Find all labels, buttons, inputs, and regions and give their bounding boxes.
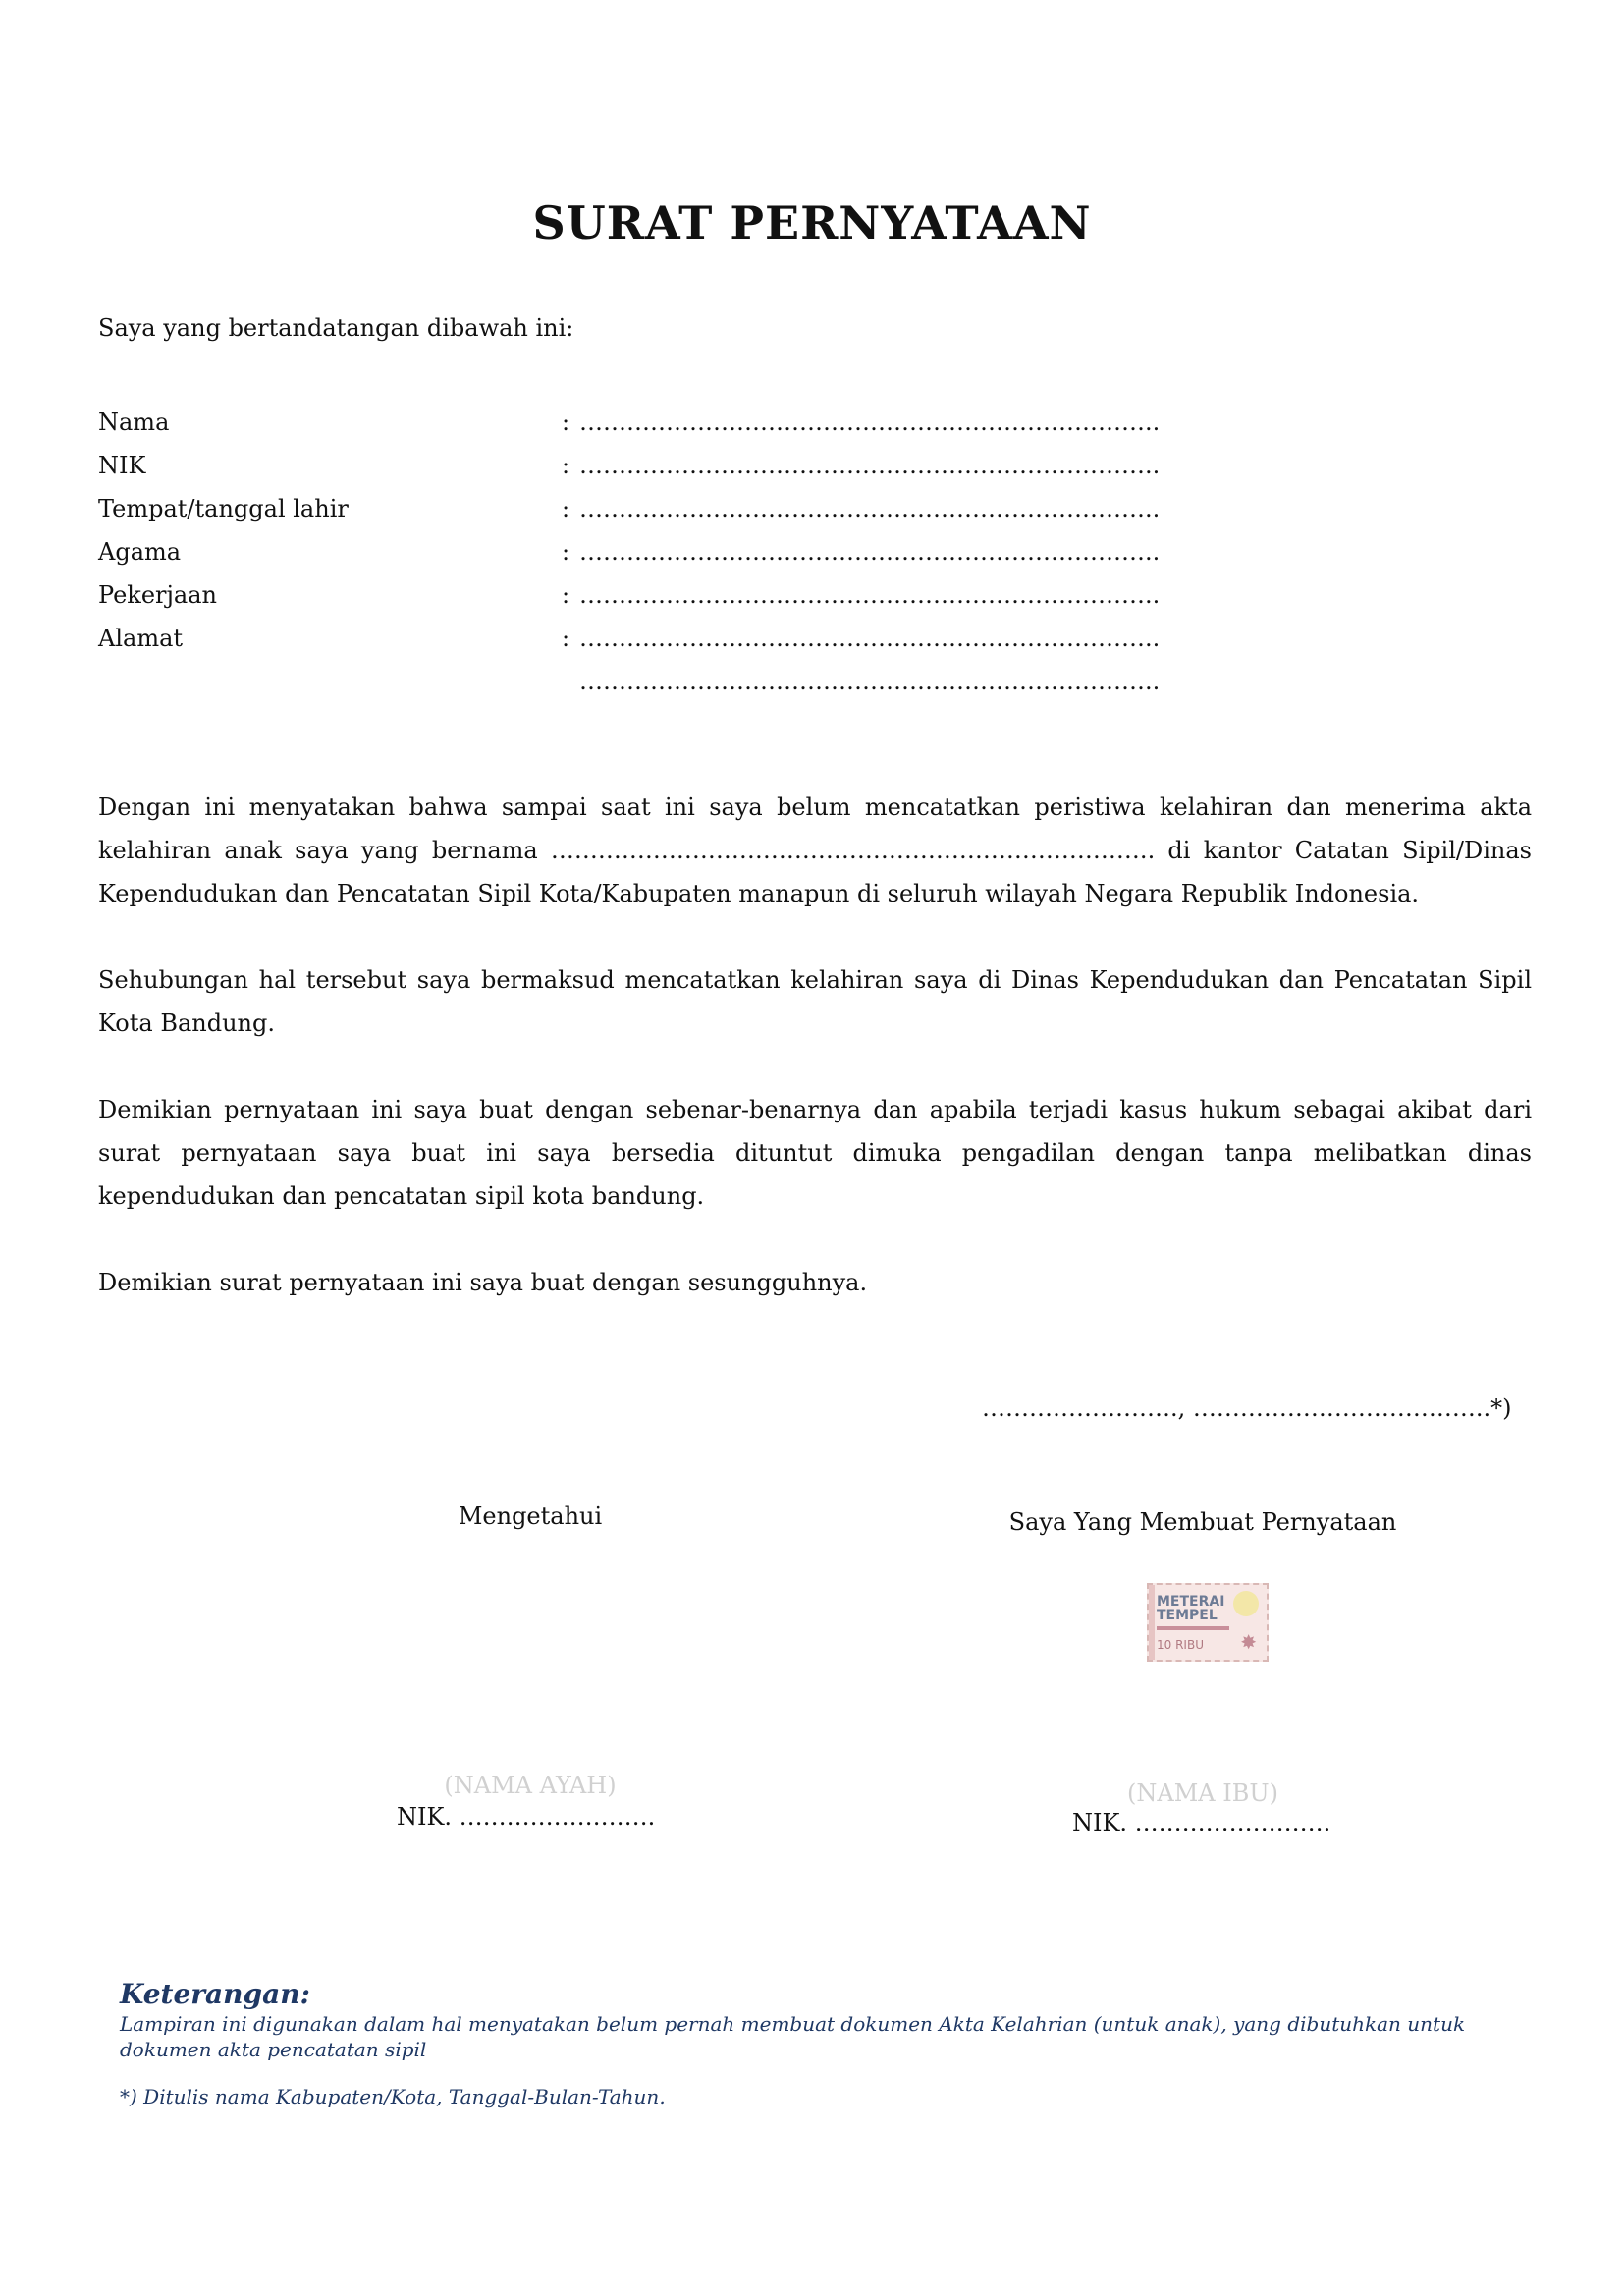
notes-title: Keterangan: [120,1978,310,2010]
mother-nik-line: NIK. ……………………. [1072,1809,1331,1836]
field-row-nik [98,444,1178,487]
field-blank: ……………………………………………………………….. [579,668,1161,695]
field-label: Pekerjaan [98,581,218,609]
place-date-line: ……………………., ………………………………..*) [982,1394,1512,1422]
document-title: SURAT PERNYATAAN [532,196,1092,249]
field-row-tempat-tanggal-lahir [98,487,1178,530]
star-seal-icon: ✸ [1240,1630,1257,1654]
father-nik-line: NIK. ……………………. [397,1803,656,1831]
notes-footnote: *) Ditulis nama Kabupaten/Kota, Tanggal-Bulan-Tahun. [120,2085,666,2108]
stamp-line2: TEMPEL [1157,1608,1218,1623]
field-row-nama [98,401,1178,444]
field-colon: : [562,581,570,609]
field-row-pekerjaan [98,574,1178,617]
stamp-bar [1157,1626,1229,1630]
notes-section [120,1978,1534,2109]
field-blank: ……………………………………………………………….. [579,538,1161,566]
liability-paragraph: Demikian pernyataan ini saya buat dengan sebenar-benarnya dan apabila terjadi kasus hukum sebagai akibat dari surat pernyataan saya buat ini saya bersedia dituntut dimuka pengadilan dengan tanpa melibatkan dinas kependudukan dan pencatatan sipil kota bandung. [98,1096,1532,1210]
mother-name-placeholder: (NAMA IBU) [1127,1779,1278,1807]
notes-text: Lampiran ini digunakan dalam hal menyatakan belum pernah membuat dokumen Akta Kelahrian (untuk anak), yang dibutuhkan untuk dokumen akta pencatatan sipil [120,2012,1466,2061]
stamp-line1: METERAI [1157,1594,1225,1610]
field-label: Agama [98,538,182,566]
field-label: Alamat [98,625,184,652]
stamp-stripe [1149,1585,1155,1660]
field-blank: ……………………………………………………………….. [579,495,1161,522]
statement-paragraph: Dengan ini menyatakan bahwa sampai saat ini saya belum mencatatkan peristiwa kelahiran dan menerima akta kelahiran anak saya yang bernama ………………………………………………………………….. di kantor Catatan Sipil/Dinas Kependudukan dan Pencatatan Sipil Kota/Kabupaten manapun di seluruh wilayah Negara Republik Indonesia. [98,793,1532,907]
field-colon: : [562,452,570,479]
meterai-stamp [1147,1583,1269,1662]
field-blank: ……………………………………………………………….. [579,409,1161,436]
field-row-agama [98,530,1178,574]
field-colon: : [562,495,570,522]
field-blank: ……………………………………………………………….. [579,581,1161,609]
field-colon: : [562,538,570,566]
field-blank: ……………………………………………………………….. [579,452,1161,479]
field-colon: : [562,625,570,652]
field-label: NIK [98,452,146,479]
field-blank: ……………………………………………………………….. [579,625,1161,652]
field-label: Nama [98,409,170,436]
field-colon: : [562,409,570,436]
intro-text: Saya yang bertandatangan dibawah ini: [98,314,574,342]
field-row-alamat [98,617,1178,660]
stamp-value: 10 RIBU [1157,1638,1204,1652]
purpose-paragraph: Sehubungan hal tersebut saya bermaksud mencatatkan kelahiran saya di Dinas Kependudukan dan Pencatatan Sipil Kota Bandung. [98,966,1532,1037]
identity-fields [98,401,1178,703]
garuda-emblem-icon [1233,1591,1259,1616]
closing-paragraph: Demikian surat pernyataan ini saya buat dengan sesungguhnya. [98,1269,868,1296]
declarant-title: Saya Yang Membuat Pernyataan [1008,1508,1397,1536]
father-name-placeholder: (NAMA AYAH) [444,1772,617,1799]
field-row-alamat-continued [98,660,1178,703]
field-label: Tempat/tanggal lahir [98,495,349,522]
acknowledged-by-title: Mengetahui [458,1503,603,1530]
